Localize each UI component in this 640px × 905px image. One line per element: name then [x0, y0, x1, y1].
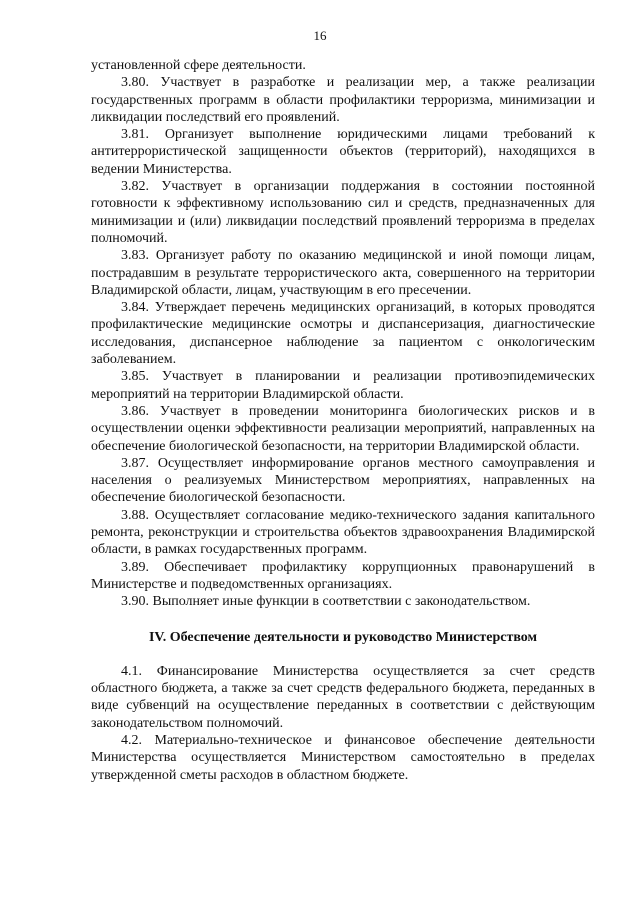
- section-heading: IV. Обеспечение деятельности и руководство Министерством: [148, 629, 538, 645]
- paragraph-3-89: 3.89. Обеспечивает профилактику коррупционных правонарушений в Министерстве и подведомственных организациях.: [91, 559, 595, 592]
- paragraph-3-84: 3.84. Утверждает перечень медицинских организаций, в которых проводятся профилактические медицинские осмотры и диспансеризация, диагностические исследования, диспансерное наблюдение за пациентом с онкологическим заболеванием.: [91, 300, 595, 368]
- paragraph-3-90: 3.90. Выполняет иные функции в соответствии с законодательством.: [121, 594, 531, 610]
- paragraph-3-80: 3.80. Участвует в разработке и реализации мер, а также реализации государственных программ в области профилактики терроризма, минимизации и ликвидации последствий его проявлений.: [91, 75, 595, 125]
- paragraph-3-86: 3.86. Участвует в проведении мониторинга биологических рисков и в осуществлении оценки эффективности реализации мероприятий, направленных на обеспечение биологической безопасности, на территории Владимирской области.: [91, 403, 595, 454]
- paragraph-4-1: 4.1. Финансирование Министерства осуществляется за счет средств областного бюджета, а также за счет средств федерального бюджета, переданных в виде субвенций на осуществление переданных в соответствии с действующим законодательством полномочий.: [91, 663, 595, 731]
- paragraph-3-85: 3.85. Участвует в планировании и реализации противоэпидемических мероприятий на территории Владимирской области.: [91, 369, 595, 402]
- paragraph-3-81: 3.81. Организует выполнение юридическими лицами требований к антитеррористической защищенности объектов (территорий), находящихся в ведении Министерства.: [91, 127, 595, 177]
- document-body: [91, 57, 595, 784]
- paragraph-4-2: 4.2. Материально-техническое и финансовое обеспечение деятельности Министерства осуществляется Министерством самостоятельно в пределах утвержденной сметы расходов в областном бюджете.: [91, 732, 595, 783]
- paragraph-3-87: 3.87. Осуществляет информирование органов местного самоуправления и населения о реализуемых Министерством мероприятиях, направленных на обеспечение биологической безопасности.: [91, 455, 595, 506]
- paragraph-3-83: 3.83. Организует работу по оказанию медицинской и иной помощи лицам, пострадавшим в результате террористического акта, совершенного на территории Владимирской области, лицам, участвующим в его пресечении.: [91, 248, 595, 298]
- paragraph-3-82: 3.82. Участвует в организации поддержания в состоянии постоянной готовности к эффективному использованию сил и средств, предназначенных для минимизации и (или) ликвидации последствий проявлений терроризма в пределах полномочий.: [91, 179, 595, 246]
- paragraph-3-88: 3.88. Осуществляет согласование медико-технического задания капитального ремонта, реконструкции и строительства объектов здравоохранения Владимирской области, в рамках государственных программ.: [91, 507, 595, 558]
- paragraph-continuation: установленной сфере деятельности.: [91, 58, 306, 73]
- page-number: 16: [313, 28, 327, 43]
